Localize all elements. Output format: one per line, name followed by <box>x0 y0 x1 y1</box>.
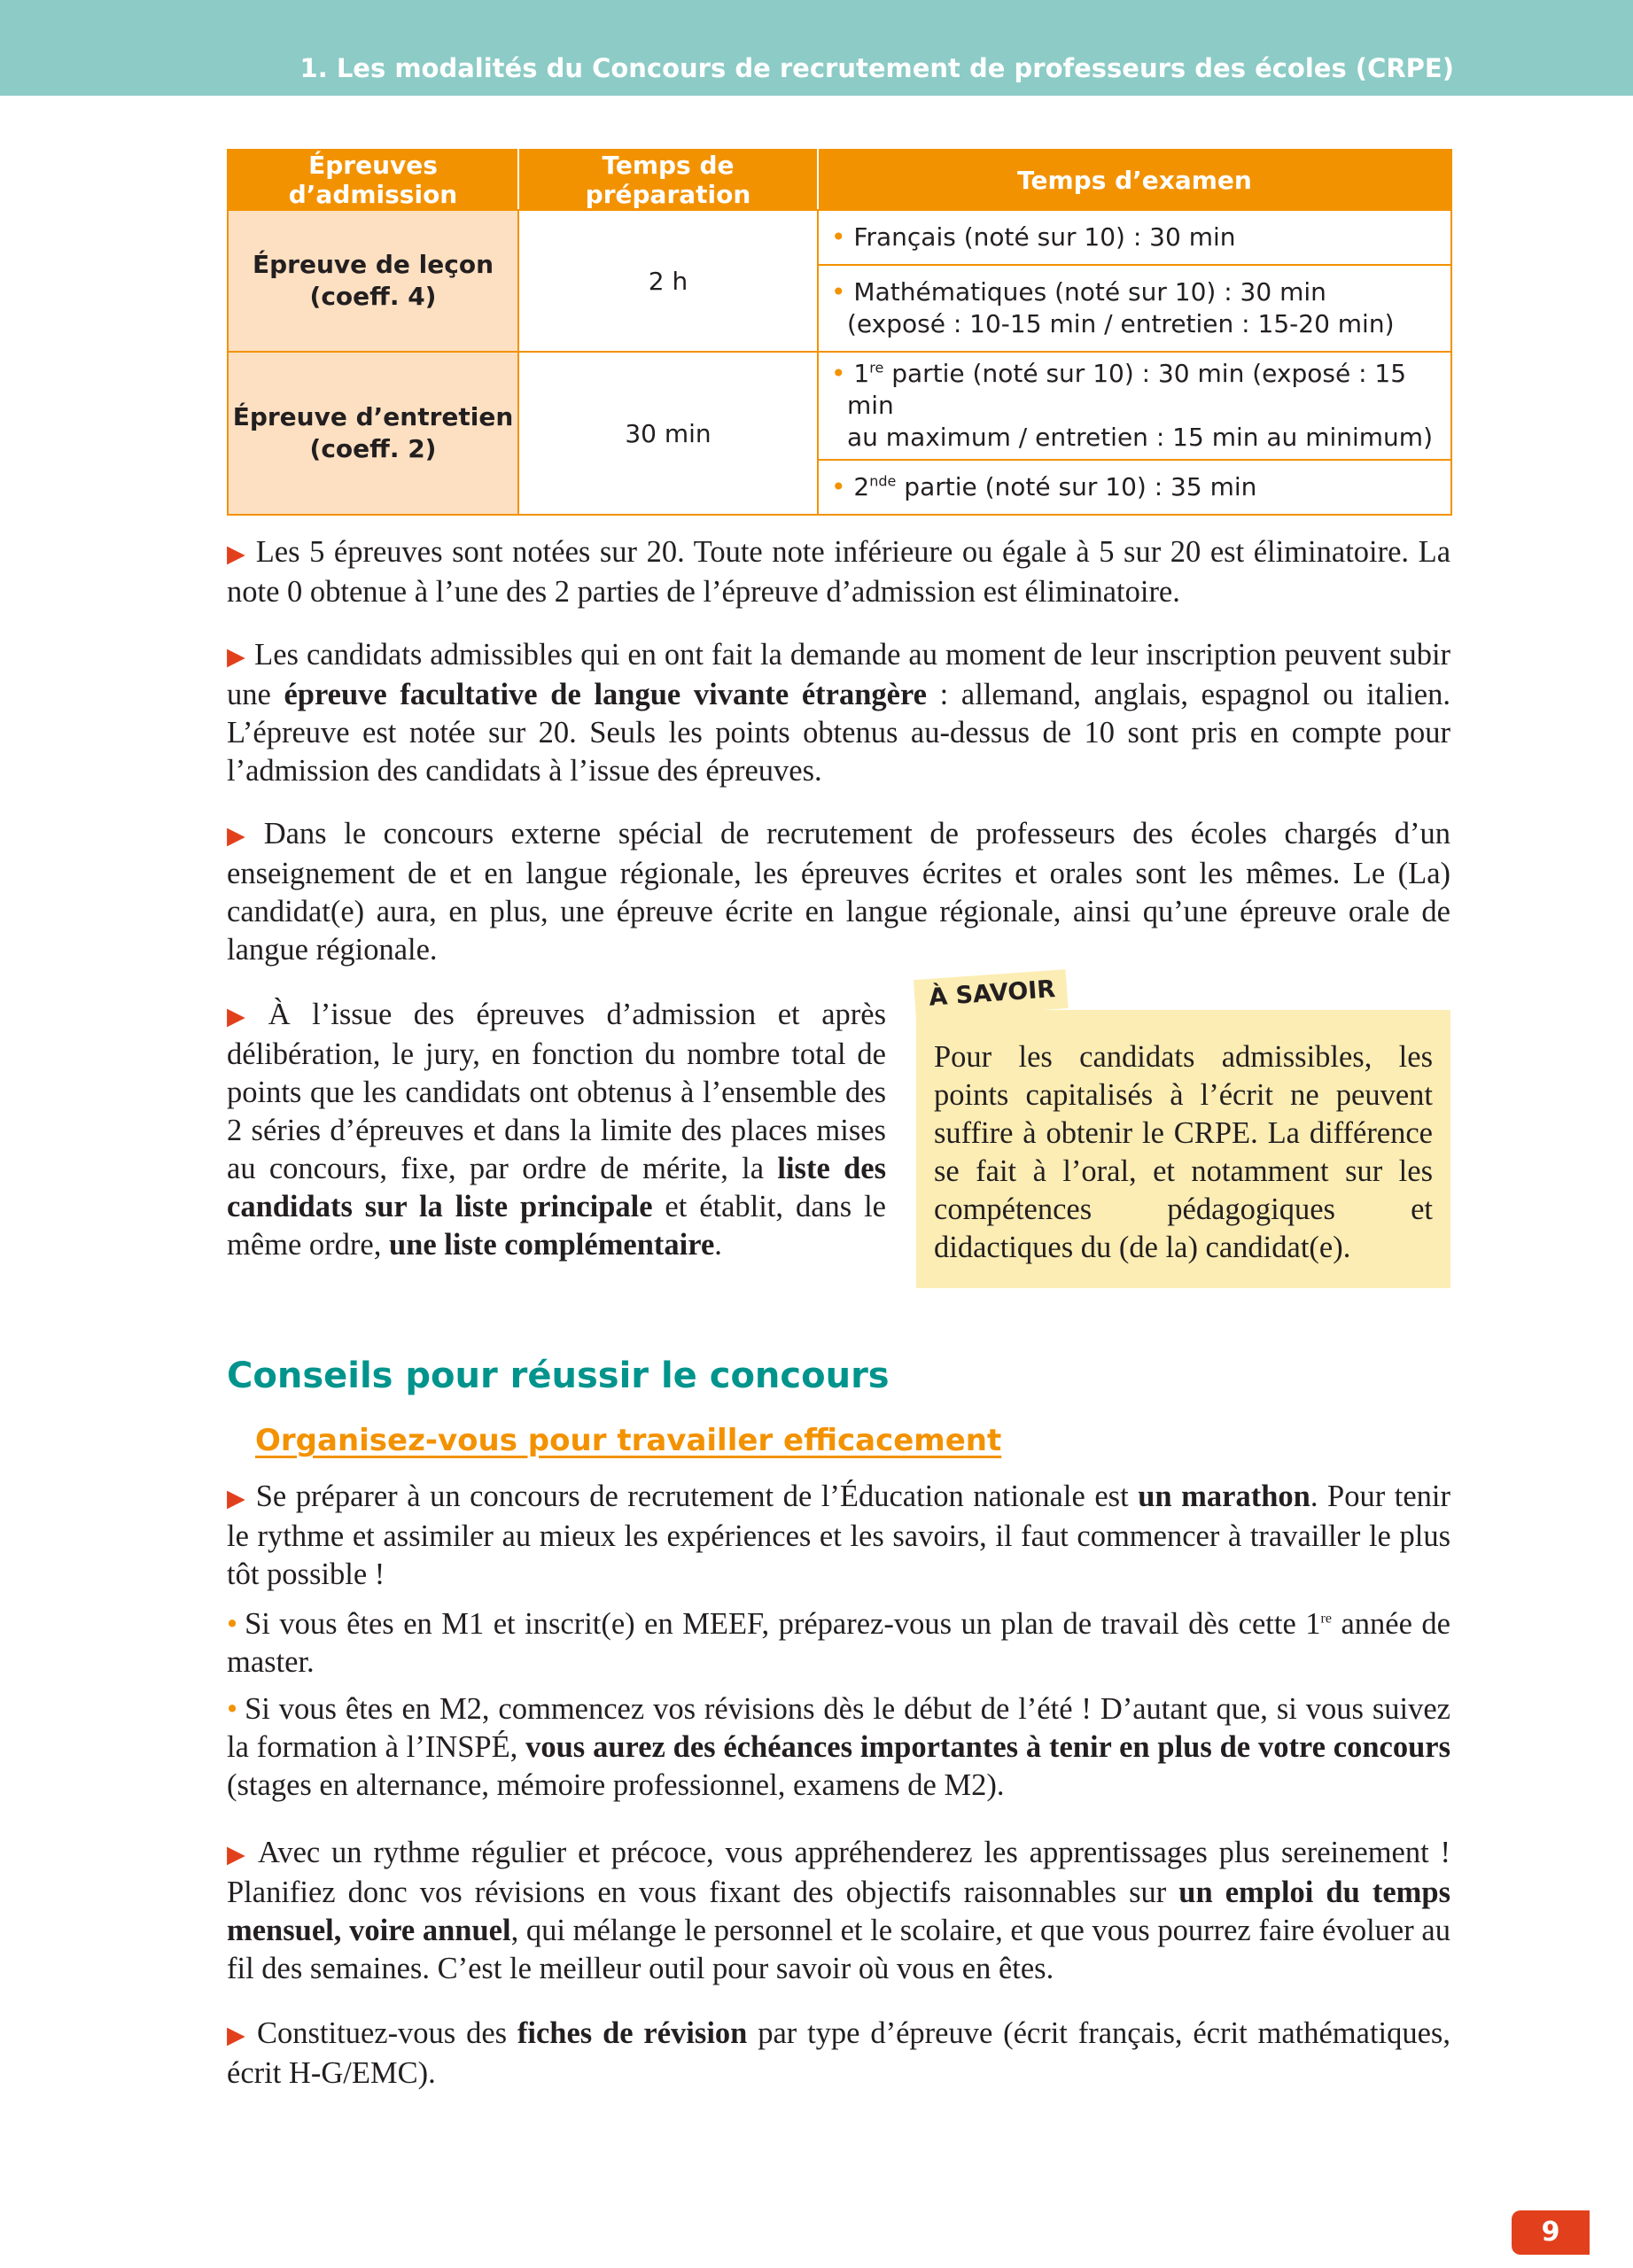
paragraph-grading <box>227 533 1450 611</box>
exam-time-cell <box>818 265 1451 352</box>
paragraph-text: Les candidats admissibles qui en ont fait la demande au moment de leur inscription peuvent subir une <box>227 638 1451 711</box>
section-title: Conseils pour réussir le concours <box>227 1355 890 1396</box>
table-header-row <box>228 150 1451 210</box>
paragraph-text: et établit, dans le même ordre, <box>227 1190 886 1262</box>
bullet-icon: • <box>831 222 846 252</box>
bullet-icon: • <box>227 1607 238 1641</box>
bullet-icon: • <box>831 277 846 307</box>
prep-time-cell: 30 min <box>518 352 818 515</box>
paragraph-text: année de master. <box>227 1607 1450 1679</box>
exam-name: Épreuve de leçon <box>252 250 494 279</box>
prep-time-cell: 2 h <box>518 210 818 352</box>
paragraph-text: À l’issue des épreuves d’admission et après délibération, le jury, en fonction du nombre total de points que les candidats ont obtenus à l’ensemble des 2 séries d’épreuves et dans la limite des places mises au concours, fixe, par ordre de mérite, la <box>227 998 886 1185</box>
emphasis-text: une liste complémentaire <box>388 1228 715 1262</box>
subsection-title: Organisez-vous pour travailler efficacement <box>255 1423 1002 1458</box>
table-header-cell: Épreuves d’admission <box>228 150 518 210</box>
ordinal-number: 1 <box>853 359 870 388</box>
table-row <box>228 352 1451 460</box>
exam-time-cell <box>818 352 1451 460</box>
running-header: 1. Les modalités du Concours de recrutement de professeurs des écoles (CRPE) <box>299 53 1454 83</box>
exam-time-detail: au maximum / entretien : 15 min au minimum) <box>847 423 1433 452</box>
paragraph-optional-language <box>227 636 1450 790</box>
emphasis-text: épreuve facultative de langue vivante étrangère <box>284 678 927 711</box>
paragraph-text: (stages en alternance, mémoire professionnel, examens de M2). <box>227 1768 1005 1802</box>
emphasis-text: un marathon <box>1138 1480 1310 1513</box>
bullet-m1 <box>227 1605 1450 1682</box>
arrow-right-icon: ▶ <box>227 822 255 849</box>
paragraph-text: Si vous êtes en M2, commencez vos révisions dès le début de l’été ! D’autant que, si vous suivez la formation à l’INSPÉ, <box>227 1692 1450 1764</box>
paragraph-text: Constituez-vous des <box>257 2016 517 2050</box>
paragraph-schedule <box>227 1834 1450 1988</box>
paragraph-text: Dans le concours externe spécial de recrutement de professeurs des écoles chargés d’un enseignement de et en langue régionale, les épreuves écrites et orales sont les mêmes. Le (La) candidat(e) aura, en plus, une épreuve écrite en langue régionale, ainsi qu’une épreuve orale de langue régionale. <box>227 817 1450 967</box>
a-savoir-text: Pour les candidats admissibles, les points capitalisés à l’écrit ne peuvent suffire à obtenir le CRPE. La différence se fait à l’oral, et notamment sur les compétences pédagogiques et didactiques du (de la) candidat(e). <box>934 1040 1433 1264</box>
table-header-cell: Temps d’examen <box>818 150 1451 210</box>
a-savoir-box <box>916 1010 1450 1288</box>
exam-coefficient: (coeff. 2) <box>309 434 437 463</box>
emphasis-text: liste des candidats sur la liste principale <box>227 1152 886 1223</box>
arrow-right-icon: ▶ <box>227 2022 248 2048</box>
exam-time-detail: (exposé : 10-15 min / entretien : 15-20 min) <box>847 309 1395 338</box>
table-header-cell: Temps de préparation <box>518 150 818 210</box>
exam-name-cell <box>228 210 518 352</box>
arrow-right-icon: ▶ <box>227 1485 247 1511</box>
emphasis-text: un emploi du temps mensuel, voire annuel <box>227 1876 1450 1947</box>
exam-time-cell <box>818 460 1451 515</box>
exam-name: Épreuve d’entretien <box>232 402 514 431</box>
ordinal-suffix: nde <box>869 472 897 490</box>
page-number: 9 <box>1512 2210 1590 2255</box>
paragraph-text: Les 5 épreuves sont notées sur 20. Toute note inférieure ou égale à 5 sur 20 est éliminatoire. La note 0 obtenue à l’une des 2 parties de l’épreuve d’admission est éliminatoire. <box>227 535 1451 609</box>
exam-time-text: Français (noté sur 10) : 30 min <box>853 222 1236 252</box>
paragraph-regional-language <box>227 815 1450 969</box>
exam-time-text: partie (noté sur 10) : 30 min (exposé : 15 min <box>847 359 1407 420</box>
paragraph-text: , qui mélange le personnel et le scolaire, et que vous pourrez faire évoluer au fil des semaines. C’est le meilleur outil pour savoir où vous en êtes. <box>227 1914 1450 1985</box>
paragraph-text: Se préparer à un concours de recrutement de l’Éducation nationale est <box>255 1480 1139 1513</box>
exam-coefficient: (coeff. 4) <box>309 282 437 311</box>
admission-exams-table <box>227 149 1452 516</box>
paragraph-text: Si vous êtes en M1 et inscrit(e) en MEEF, préparez-vous un plan de travail dès cette 1 <box>245 1607 1321 1641</box>
paragraph-text: par type d’épreuve (écrit français, écrit mathématiques, écrit H-G/EMC). <box>227 2016 1450 2090</box>
exam-name-cell <box>228 352 518 515</box>
exam-time-text: partie (noté sur 10) : 35 min <box>896 472 1257 501</box>
arrow-right-icon: ▶ <box>227 1841 249 1868</box>
paragraph-revision-sheets <box>227 2015 1450 2093</box>
ordinal-suffix: re <box>1320 1611 1332 1627</box>
paragraph-text: : allemand, anglais, espagnol ou italien. L’épreuve est notée sur 20. Seuls les points obtenus au-dessus de 10 sont pris en compte pour l’admission des candidats à l’issue des épreuves. <box>227 678 1450 788</box>
table-row <box>228 210 1451 265</box>
bullet-icon: • <box>227 1692 238 1726</box>
emphasis-text: vous aurez des échéances importantes à tenir en plus de votre concours <box>525 1730 1450 1764</box>
arrow-right-icon: ▶ <box>227 643 246 670</box>
paragraph-jury-lists <box>227 996 886 1264</box>
paragraph-marathon <box>227 1478 1450 1594</box>
arrow-right-icon: ▶ <box>227 1003 260 1029</box>
bullet-m2 <box>227 1690 1450 1805</box>
exam-time-cell <box>818 210 1451 265</box>
a-savoir-title: À SAVOIR <box>914 969 1069 1019</box>
paragraph-text: Avec un rythme régulier et précoce, vous appréhenderez les apprentissages plus sereinement ! Planifiez donc vos révisions en vous fixant des objectifs raisonnables sur <box>227 1836 1451 1909</box>
emphasis-text: fiches de révision <box>517 2016 748 2050</box>
ordinal-suffix: re <box>869 359 884 377</box>
exam-time-text: Mathématiques (noté sur 10) : 30 min <box>853 277 1326 307</box>
paragraph-text: . Pour tenir le rythme et assimiler au mieux les expériences et les savoirs, il faut commencer à travailler le plus tôt possible ! <box>227 1480 1450 1591</box>
arrow-right-icon: ▶ <box>227 540 247 567</box>
ordinal-number: 2 <box>853 472 870 501</box>
paragraph-text: . <box>714 1228 722 1262</box>
bullet-icon: • <box>831 472 846 501</box>
bullet-icon: • <box>831 359 846 388</box>
